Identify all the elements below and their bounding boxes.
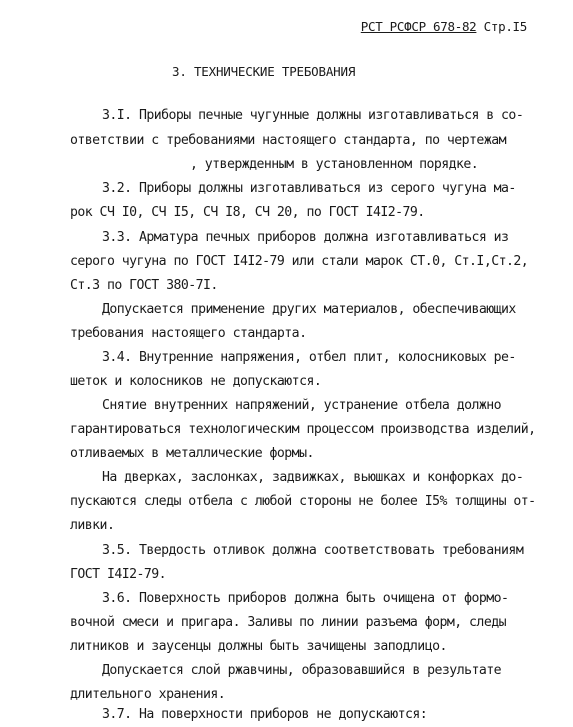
text-line: рок СЧ I0, СЧ I5, СЧ I8, СЧ 20, по ГОСТ I4I2-79. [70,205,425,220]
text-line: 3.6. Поверхность приборов должна быть очищена от формо- [102,591,509,606]
text-line: Ст.3 по ГОСТ 380-7I. [70,278,218,293]
text-line: 3.5. Твердость отливок должна соответствовать требованиям [102,543,524,558]
page-number: Стр.I5 [483,19,527,34]
text-line: 3.4. Внутренние напряжения, отбел плит, колосниковых ре- [102,350,516,365]
text-line: Снятие внутренних напряжений, устранение отбела должно [102,398,502,413]
text-line: ГОСТ I4I2-79. [70,567,167,582]
text-line: ливки. [70,518,115,533]
text-line: длительного хранения. [70,687,226,702]
text-line: Допускается слой ржавчины, образовавшийся в результате [102,663,502,678]
text-line: 3.7. На поверхности приборов не допускаются: [102,707,428,722]
text-line: Допускается применение других материалов, обеспечивающих [102,302,516,317]
text-line: ответствии с требованиями настоящего стандарта, по чертежам [70,133,506,148]
text-line: пускаются следы отбела с любой стороны не более I5% толщины от- [70,494,536,509]
text-line: шеток и колосников не допускаются. [70,374,322,389]
text-line: , утвержденным в установленном порядке. [190,157,479,172]
text-line: 3.I. Приборы печные чугунные должны изготавливаться в со- [102,108,524,123]
text-line: гарантироваться технологическим процессом производства изделий, [70,422,536,437]
section-title: 3. ТЕХНИЧЕСКИЕ ТРЕБОВАНИЯ [172,64,356,79]
text-line: литников и заусенцы должны быть зачищены заподлицо. [70,639,447,654]
text-line: серого чугуна по ГОСТ I4I2-79 или стали марок СТ.0, Ст.I,Ст.2, [70,254,529,269]
text-line: 3.2. Приборы должны изготавливаться из серого чугуна ма- [102,181,516,196]
text-line: На дверках, заслонках, задвижках, вьюшках и конфорках до- [102,470,524,485]
document-code: РСТ РСФСР 678-82 [360,19,477,34]
text-line: 3.3. Арматура печных приборов должна изготавливаться из [102,230,509,245]
page-header [361,19,527,34]
text-line: требования настоящего стандарта. [70,326,307,341]
text-line: отливаемых в металлические формы. [70,446,314,461]
text-line: вочной смеси и пригара. Заливы по линии разъема форм, следы [70,615,506,630]
